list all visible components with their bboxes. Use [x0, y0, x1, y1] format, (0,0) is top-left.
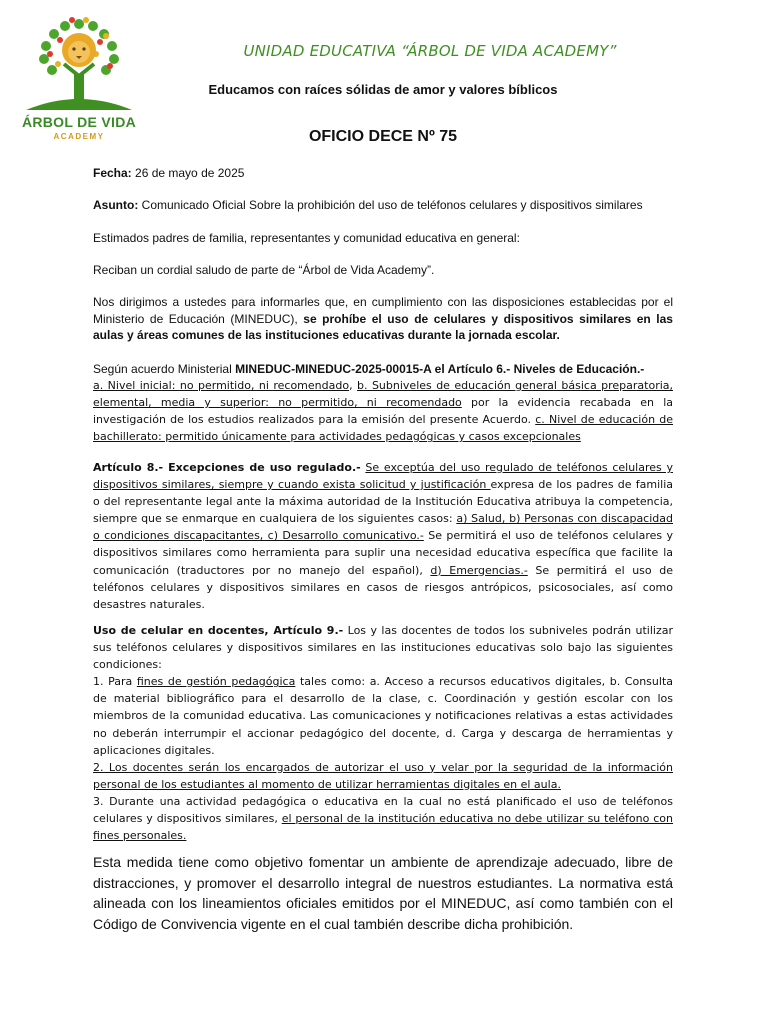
date-line [93, 165, 673, 182]
acuerdo-line [93, 361, 673, 378]
article-9-text: Los y las docentes de todos los subniveles podrán utilizar sus teléfonos celulares y dispositivos similares en las instituciones educativas solo bajo las siguientes condiciones: [93, 624, 673, 672]
niveles-paragraph: a. Nivel inicial: no permitido, ni recomendado, b. Subniveles de educación general básica preparatoria, elemental, media y superior: no permitido, ni recomendado por la evidencia recabada en la investigación de los estudios realizados para la emisión del presente Acuerdo. c. Nivel de educación de bachillerato: permitido únicamente para actividades pedagógicas y casos excepcionales [93, 379, 674, 444]
subject-line [93, 197, 673, 214]
condition-1-underlined: fines de gestión pedagógica [136, 675, 296, 689]
acuerdo-prefix: Según acuerdo Ministerial [93, 362, 236, 376]
article-9-paragraph [93, 622, 673, 844]
article-8-text: expresa de los padres de familia o del representante legal ante la máxima autoridad de la Institución Educativa atribuya la competencia, siempre que se enmarque en cualquiera de los siguientes casos: [93, 478, 673, 526]
school-logo [20, 14, 138, 146]
intro-paragraph [93, 294, 673, 344]
article-9-heading: Uso de celular en docentes, Artículo 9.- [93, 624, 344, 637]
condition-3-text: 3. Durante una actividad pedagógica o educativa en la cual no está planificado el uso de teléfonos celulares y dispositivos similares, [93, 794, 673, 826]
article-8-text-3: Se permitirá el uso de teléfonos celulares y dispositivos similares en casos de riesgos antrópicos, psicosociales, así como desastres naturales. [93, 563, 673, 611]
condition-1-text: tales como: a. Acceso a recursos educativos digitales, b. Consulta de material bibliográfico para el desarrollo de la clase, c. Coordinación y gestión escolar con los miembros de la comunidad educativa. Las comunicaciones y notificaciones relativas a estas actividades no deberán interrumpir el accionar pedagógico del docente, d. Carga y descarga de herramientas y aplicaciones digitales. [93, 675, 673, 757]
intro-text: Nos dirigimos a ustedes para informarles que, en cumplimiento con las disposiciones establecidas por el Ministerio de Educación (MINEDUC), [93, 295, 673, 326]
article-8-text-2: Se permitirá el uso de teléfonos celulares y dispositivos similares como herramienta para suplir una necesidad educativa específica que facilite la comunicación (traductores por no manejo del español), [93, 529, 673, 577]
logo-name: ÁRBOL DE VIDA [21, 114, 137, 130]
condition-1-prefix: 1. Para [93, 675, 137, 689]
nivel-bachillerato: c. Nivel de educación de bachillerato: permitido únicamente para actividades pedagógicas y casos excepcionales [93, 413, 674, 444]
condition-3-underlined: el personal de la institución educativa no debe utilizar su teléfono con fines personales. [93, 812, 673, 843]
niveles-evidence: por la evidencia recabada en la investigación de los estudios realizados para la emisión del presente Acuerdo. [93, 396, 673, 427]
subject-label: Asunto: [93, 198, 139, 212]
salutation: Reciban un cordial saludo de parte de “Árbol de Vida Academy”. [93, 263, 435, 277]
logo-subtitle: ACADEMY [53, 132, 105, 141]
date-value: 26 de mayo de 2025 [131, 166, 245, 180]
document-title: OFICIO DECE Nº 75 [308, 128, 458, 145]
subniveles-basica: b. Subniveles de educación general básica preparatoria, elemental, media y superior: no permitido, ni recomendado [93, 379, 674, 410]
article-8-emergencias: d) Emergencias.- [430, 563, 528, 577]
article-8-paragraph [93, 459, 673, 613]
greeting: Estimados padres de familia, representantes y comunidad educativa en general: [93, 231, 520, 245]
nivel-inicial: a. Nivel inicial: no permitido, ni recomendado [93, 379, 350, 392]
closing-paragraph: Esta medida tiene como objetivo fomentar un ambiente de aprendizaje adecuado, libre de distracciones, y promover el desarrollo integral de nuestros estudiantes. La normativa está alineada con los lineamientos oficiales emitidos por el MINEDUC, así como también con el Código de Convivencia vigente en el cual también describe dicha prohibición. [93, 854, 673, 932]
article-8-heading: Artículo 8.- Excepciones de uso regulado.- [93, 461, 361, 474]
article-8-exception: Se exceptúa del uso regulado de teléfonos celulares y dispositivos similares, siempre y cuando exista solicitud y justificación [93, 461, 673, 492]
condition-2: 2. Los docentes serán los encargados de autorizar el uso y velar por la seguridad de la información personal de los estudiantes al momento de utilizar herramientas digitales en el aula. [93, 760, 673, 791]
tree-logo-icon [20, 14, 138, 114]
date-label: Fecha: [93, 166, 132, 180]
article-8-cases: a) Salud, b) Personas con discapacidad o condiciones discapacitantes, c) Desarrollo comunicativo.- [93, 512, 673, 543]
intro-bold: se prohíbe el uso de celulares y dispositivos similares en las aulas y áreas comunes de las instituciones educativas durante la jornada escolar. [93, 311, 673, 343]
school-motto: Educamos con raíces sólidas de amor y valores bíblicos [208, 82, 558, 97]
acuerdo-reference: MINEDUC-MINEDUC-2025-00015-A el Artículo 6.- Niveles de Educación.- [235, 362, 645, 376]
school-name: UNIDAD EDUCATIVA “ÁRBOL DE VIDA ACADEMY” [243, 42, 617, 60]
subject-value: Comunicado Oficial Sobre la prohibición del uso de teléfonos celulares y dispositivos similares [138, 198, 643, 212]
